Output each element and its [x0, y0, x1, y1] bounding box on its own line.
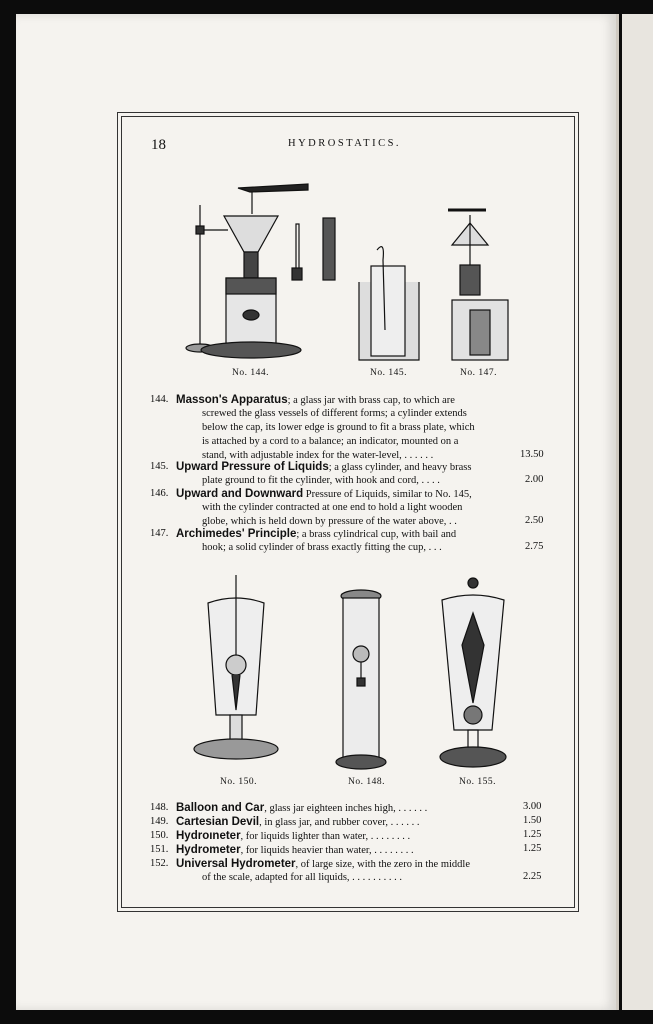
- caption-145: No. 145.: [370, 368, 407, 378]
- entry-145: 145. Upward Pressure of Liquids; a glass cylinder, and heavy brass plate ground to fit the cylinder, with hook and cord, . . . .: [150, 461, 472, 486]
- caption-148: No. 148.: [348, 777, 385, 787]
- caption-150: No. 150.: [220, 777, 257, 787]
- entry-148: 148. Balloon and Car, glass jar eighteen inches high, . . . . . .: [150, 802, 428, 814]
- page-number: 18: [151, 137, 166, 153]
- illustration-balloon-car-148: [333, 588, 393, 772]
- price-152: 2.25: [523, 871, 542, 882]
- price-147: 2.75: [525, 541, 544, 552]
- entry-147: 147. Archimedes' Principle; a brass cylindrical cup, with bail and hook; a solid cylinder of brass exactly fitting the cup, . . .: [150, 528, 457, 553]
- price-145: 2.00: [525, 474, 544, 485]
- next-page-edge: [622, 14, 653, 1010]
- entry-149: 149. Cartesian Devil, in glass jar, and rubber cover, . . . . . .: [150, 816, 420, 828]
- price-146: 2.50: [525, 515, 544, 526]
- illustration-hydrometer-150: [190, 575, 290, 770]
- entry-151: 151. Hydrometer, for liquids heavier than water, . . . . . . . .: [150, 844, 414, 856]
- illustration-upward-pressure: [357, 240, 421, 365]
- price-144: 13.50: [520, 449, 544, 460]
- illustration-archimedes-principle: [446, 205, 512, 365]
- entry-150: 150. Hydroıneter, for liquids lighter than water, . . . . . . . .: [150, 830, 411, 842]
- caption-144: No. 144.: [232, 368, 269, 378]
- entry-144: 144. Masson's Apparatus; a glass jar with brass cap, to which are screwed the glass vessels of different forms; a cylinder extends below the cap, its lower edge is ground to fit a brass plate, which is attached by a cord to a balance; an indicator, mounted on a stand, with adjustable index for the water-level, . . . . . .: [150, 394, 475, 461]
- price-149: 1.50: [523, 815, 542, 826]
- caption-147: No. 147.: [460, 368, 497, 378]
- price-148: 3.00: [523, 801, 542, 812]
- illustration-cartesian-devil-155: [436, 575, 516, 770]
- caption-155: No. 155.: [459, 777, 496, 787]
- entry-152: 152. Universal Hydrometer, of large size, with the zero in the middle of the scale, adapted for all liquids, . . . . . . . . . .: [150, 858, 470, 883]
- illustration-massons-apparatus: [178, 180, 313, 360]
- price-151: 1.25: [523, 843, 542, 854]
- entry-146: 146. Upward and Downward Pressure of Liquids, similar to No. 145, with the cylinder contracted at one end to hold a light wooden globe, which is held down by pressure of the water above, . .: [150, 488, 472, 527]
- price-150: 1.25: [523, 829, 542, 840]
- page-title: HYDROSTATICS.: [288, 138, 402, 149]
